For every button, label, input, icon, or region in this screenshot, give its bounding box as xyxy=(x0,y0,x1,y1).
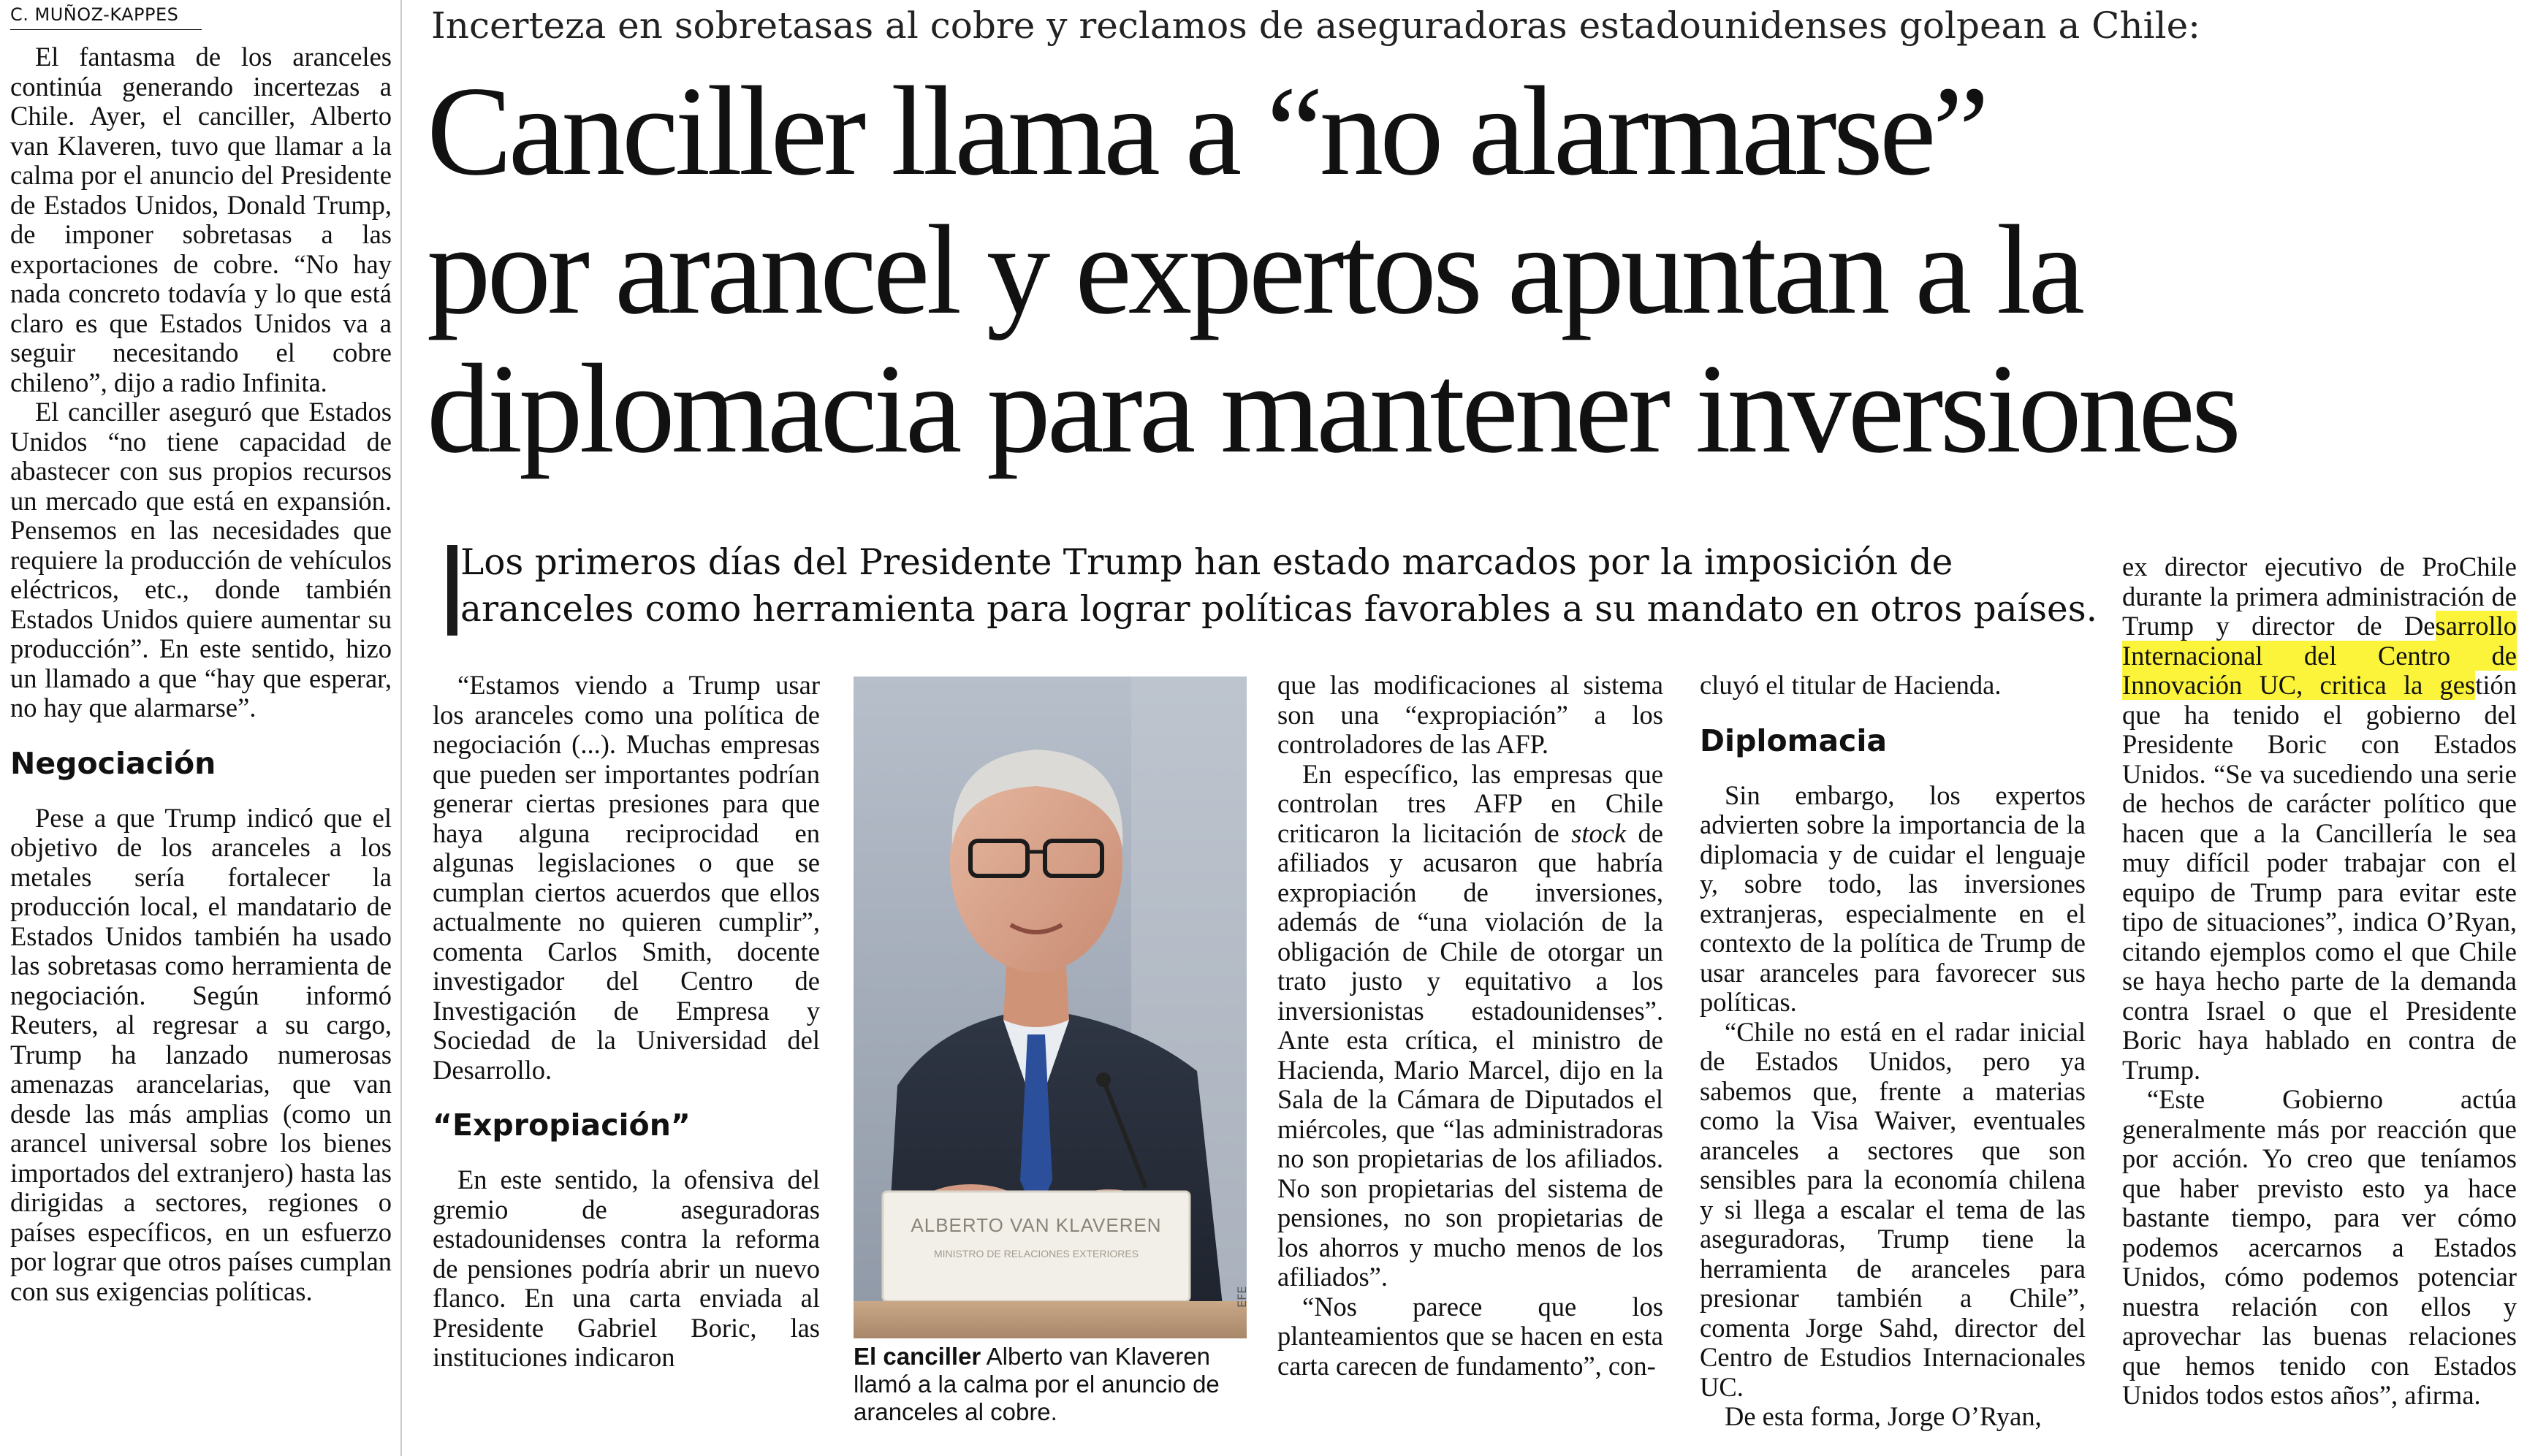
caption-text: Alberto van Klaveren llamó a la calma por el anuncio de aranceles al cobre. xyxy=(854,1343,1220,1425)
caption-lead: El canciller xyxy=(854,1343,981,1370)
paragraph: En este sentido, la ofensiva del gremio de aseguradoras estadounidenses contra la reforma de pensiones podría abrir un nuevo flanco. En una carta enviada al Presidente Gabriel Boric, las instituciones indicaron xyxy=(433,1165,820,1372)
paragraph: De esta forma, Jorge O’Ryan, xyxy=(1725,1401,2042,1431)
paragraph: “Chile no está en el radar inicial de Estados Unidos, pero ya sabemos que, frente a materias como la Visa Waiver, eventuales aranceles a sectores que son sensibles para la economía chilena y si llega a escalar el tema de las aseguradoras, Trump tiene la herramienta de aranceles para presionar también a Chile”, comenta Jorge Sahd, director del Centro de Estudios Internacionales UC. xyxy=(1700,1016,2086,1402)
headline-line-2: por arancel y expertos apuntan a la xyxy=(427,199,2082,340)
paragraph: “Este Gobierno actúa generalmente más por reacción que por acción. Yo creo que teníamos que haber previsto esto ya hace bastante tiempo, para ver cómo podemos acercarnos a Estados Unidos, cómo podemos potenciar nuestra relación con ellos y aprovechar las buenas relaciones que hemos tenido con Estados Unidos todos estos años”, afirma. xyxy=(2122,1084,2517,1410)
photo-credit: EFE xyxy=(1235,1286,1249,1308)
paragraph: Sin embargo, los expertos advierten sobre la importancia de la diplomacia y de cuidar el lenguaje y, sobre todo, las inversiones extranjeras, especialmente en el contexto de la política de Trump de usar aranceles para favorecer sus políticas. xyxy=(1700,780,2086,1017)
lead xyxy=(460,539,2127,633)
paragraph: El fantasma de los aranceles continúa generando incertezas a Chile. Ayer, el canciller, Alberto van Klaveren, tuvo que llamar a la calma por el anuncio del Presidente de Estados Unidos, Donald Trump, de imponer sobretasas a las exportaciones de cobre. “No hay nada concreto todavía y lo que está claro es que Estados Unidos va a seguir necesitando el cobre chileno”, dijo a radio Infinita. xyxy=(10,42,392,397)
kicker: Incerteza en sobretasas al cobre y reclamos de aseguradoras estadounidenses golpean a Chile: xyxy=(431,4,2201,47)
article-column-3 xyxy=(1277,671,1663,1381)
column-divider xyxy=(400,0,402,1456)
portrait-image xyxy=(854,676,1247,1338)
text-span: de afiliados y acusaron que habría expropiación de inversiones, además de “una violación de la obligación de Chile de otorgar un trato justo y equitativo a los inversionistas estadounidenses”. Ante esta crítica, el ministro de Hacienda, Mario Marcel, dijo en la Sala de la Cámara de Diputados el miércoles, que “las administradoras no son propietarias de los afiliados. No son propietarias del sistema de pensiones, no son propietarias de los ahorros y mucho menos de los afiliados”. xyxy=(1277,817,1663,1292)
paragraph: “Estamos viendo a Trump usar los aranceles como una política de negociación (...). Muchas empresas que pueden ser importantes podrían generar ciertas presiones para que haya alguna reciprocidad en algunas legislaciones o que se cumplan ciertos acuerdos que ellos actualmente no quieren cumplir”, comenta Carlos Smith, docente investigador del Centro de Investigación de Empresa y Sociedad de la Universidad del Desarrollo. xyxy=(433,670,820,1085)
paragraph xyxy=(2122,552,2517,1085)
text-span: tión que ha tenido el gobierno del Presidente Boric con Estados Unidos. “Se va sucediendo una serie de hechos de carácter político que hacen que a la Cancillería le sea muy difícil poder trabajar con el equipo de Trump para evitar este tipo de situaciones”, indica O’Ryan, citando ejemplos como el que Chile se haya hecho parte de la demanda contra Israel o que el Presidente Boric haya hablado en contra de Trump. xyxy=(2122,670,2517,1085)
paragraph: “Nos parece que los planteamientos que se hacen en esta carta carecen de fundamento”, con- xyxy=(1277,1291,1663,1381)
photo-caption xyxy=(854,1343,1248,1426)
paragraph: cluyó el titular de Hacienda. xyxy=(1700,670,2002,700)
highlighted-text: sarrollo Internacional del Centro de Innovación UC, critica la ges xyxy=(2122,611,2517,700)
article-column-2 xyxy=(433,671,820,1373)
section-heading-negociacion: Negociación xyxy=(10,745,216,781)
headline xyxy=(427,61,2524,478)
headline-line-3: diplomacia para mantener inversiones xyxy=(427,338,2238,479)
byline: C. MUÑOZ-KAPPES xyxy=(10,4,202,30)
nameplate-text: ALBERTO VAN KLAVEREN xyxy=(911,1214,1162,1236)
paragraph: que las modificaciones al sistema son una “expropiación” a los controladores de las AFP. xyxy=(1277,670,1663,759)
article-column-1 xyxy=(10,42,392,1306)
lead-line-2: aranceles como herramienta para lograr políticas favorables a su mandato en otros países. xyxy=(460,589,2097,630)
headline-line-1: Canciller llama a “no alarmarse” xyxy=(427,60,1986,202)
article-column-4 xyxy=(1700,671,2086,1432)
text-span: En específico, las empresas que controlan tres AFP en Chile criticaron la licitación de xyxy=(1277,758,1663,848)
article-column-5 xyxy=(2122,552,2517,1411)
section-heading-expropiacion: “Expropiación” xyxy=(433,1108,691,1143)
paragraph xyxy=(1277,760,1663,1292)
section-heading-diplomacia: Diplomacia xyxy=(1700,723,1888,758)
lead-accent-bar xyxy=(447,545,457,636)
paragraph: El canciller aseguró que Estados Unidos “no tiene capacidad de abastecer con sus propios recursos un mercado que está en expansión. Pensemos en las necesidades que requiere la producción de vehículos eléctricos, etc., donde también Estados Unidos quiere aumentar su producción”. En este sentido, hizo un llamado a que “hay que esperar, no hay que alarmarse”. xyxy=(10,397,392,723)
nameplate-subtext: MINISTRO DE RELACIONES EXTERIORES xyxy=(933,1248,1139,1259)
lead-line-1: Los primeros días del Presidente Trump han estado marcados por la imposición de xyxy=(460,542,1953,583)
text-span: ex director ejecutivo de ProChile durante la primera administración de Trump y director de De xyxy=(2122,552,2517,641)
paragraph: Pese a que Trump indicó que el objetivo de los aranceles a los metales sería fortalecer la producción local, el mandatario de Estados Unidos también ha usado las sobretasas como herramienta de negociación. Según informó Reuters, al regresar a su cargo, Trump ha lanzado numerosas amenazas arancelarias, que van desde las más amplias (como un arancel universal sobre los bienes importados del extranjero) hasta las dirigidas a sectores, regiones o países específicos, en un esfuerzo por lograr que otros países cumplan con sus exigencias políticas. xyxy=(10,802,392,1306)
photo-canciller xyxy=(854,676,1247,1338)
italic-word: stock xyxy=(1571,817,1627,848)
